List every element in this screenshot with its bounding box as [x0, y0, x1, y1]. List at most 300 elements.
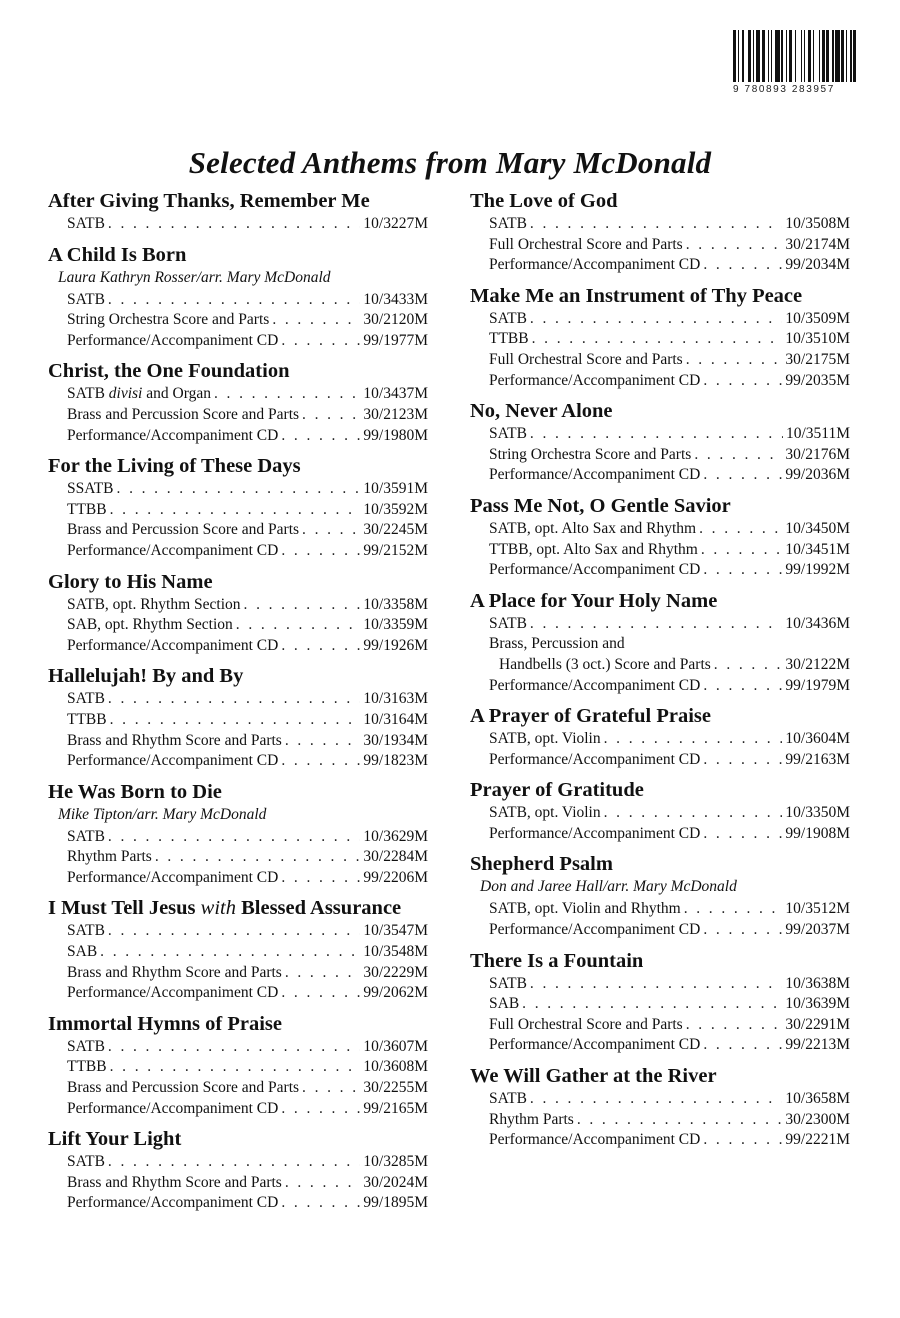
edition-label-text: SAB	[489, 995, 520, 1013]
edition-row	[48, 963, 428, 984]
catalog-number: 30/2174M	[785, 235, 850, 253]
anthem-entry	[470, 285, 850, 391]
edition-label-text: Performance/Accompaniment CD	[489, 1036, 701, 1054]
edition-row	[48, 710, 428, 731]
anthem-entry	[470, 590, 850, 696]
catalog-number: 30/1934M	[363, 731, 428, 749]
edition-row	[470, 634, 850, 655]
edition-label	[67, 479, 114, 500]
dot-leader	[604, 729, 783, 750]
catalog-number: 99/1980M	[363, 426, 428, 444]
anthem-title-text: Immortal Hymns of Praise	[48, 1012, 282, 1035]
edition-label	[67, 689, 105, 710]
catalog-number: 10/3359M	[363, 616, 428, 634]
edition-label-text: Performance/Accompaniment CD	[67, 984, 279, 1002]
dot-leader	[100, 942, 360, 963]
edition-row	[470, 1110, 850, 1131]
edition-label-text: Performance/Accompaniment CD	[489, 466, 701, 484]
edition-row	[470, 519, 850, 540]
dot-leader	[684, 899, 783, 920]
edition-label	[67, 405, 299, 426]
dot-leader	[694, 445, 782, 466]
edition-label-text: SATB	[67, 1153, 105, 1171]
dot-leader	[110, 500, 361, 521]
catalog-number: 10/3350M	[785, 804, 850, 822]
catalog-number: 99/2221M	[785, 1131, 850, 1149]
catalog-number: 10/3604M	[785, 730, 850, 748]
dot-leader	[281, 751, 360, 772]
dot-leader	[302, 1078, 360, 1099]
edition-label-text: SATB	[67, 922, 105, 940]
edition-label	[489, 329, 529, 350]
edition-label-text: SATB	[489, 614, 527, 632]
edition-label	[489, 371, 700, 392]
edition-label-text: TTBB, opt. Alto Sax and Rhythm	[489, 540, 698, 558]
edition-label	[67, 983, 278, 1004]
anthem-entry	[48, 1128, 428, 1214]
anthem-title-text: A Child Is Born	[48, 243, 187, 266]
anthem-title-text: No, Never Alone	[470, 400, 613, 423]
edition-row	[48, 1173, 428, 1194]
edition-row	[48, 1152, 428, 1173]
edition-label-suffix: and Organ	[146, 385, 211, 403]
edition-label-text: SSATB	[67, 480, 114, 498]
catalog-number: 10/3163M	[363, 690, 428, 708]
catalog-number: 10/3509M	[785, 309, 850, 327]
edition-label-text: Performance/Accompaniment CD	[489, 1131, 701, 1149]
edition-row	[48, 731, 428, 752]
catalog-number: 30/2175M	[785, 350, 850, 368]
edition-row	[48, 541, 428, 562]
edition-row	[48, 827, 428, 848]
catalog-number: 10/3607M	[363, 1037, 428, 1055]
edition-label-text: Brass and Percussion Score and Parts	[67, 405, 300, 423]
edition-row	[470, 920, 850, 941]
edition-label-text: Full Orchestral Score and Parts	[489, 235, 683, 253]
catalog-number: 99/2163M	[785, 750, 850, 768]
anthem-title-text: He Was Born to Die	[48, 780, 222, 803]
barcode-space	[856, 30, 859, 82]
edition-label-text: SATB	[489, 974, 527, 992]
dot-leader	[703, 676, 782, 697]
edition-label-text: Performance/Accompaniment CD	[67, 426, 279, 444]
catalog-number: 99/2213M	[785, 1036, 850, 1054]
edition-label-text: String Orchestra Score and Parts	[489, 445, 692, 463]
edition-label	[489, 920, 700, 941]
dot-leader	[108, 689, 361, 710]
edition-label	[489, 235, 683, 256]
dot-leader	[703, 920, 782, 941]
edition-label	[489, 899, 681, 920]
edition-row	[48, 1037, 428, 1058]
catalog-number: 99/2062M	[363, 984, 428, 1002]
dot-leader	[285, 1173, 361, 1194]
edition-label	[67, 636, 278, 657]
edition-label	[67, 310, 269, 331]
edition-row	[470, 255, 850, 276]
edition-row	[470, 371, 850, 392]
dot-leader	[108, 1152, 361, 1173]
anthem-title-text: After Giving Thanks, Remember Me	[48, 190, 370, 212]
catalog-number: 10/3548M	[363, 943, 428, 961]
anthem-entry	[470, 495, 850, 581]
edition-row	[48, 214, 428, 235]
catalog-number: 99/1895M	[363, 1194, 428, 1212]
edition-label	[67, 384, 211, 405]
edition-row	[470, 350, 850, 371]
edition-row	[48, 331, 428, 352]
edition-label-text: SATB, opt. Violin	[489, 730, 601, 748]
edition-row	[48, 1057, 428, 1078]
dot-leader	[108, 1037, 361, 1058]
dot-leader	[703, 371, 782, 392]
edition-row	[470, 994, 850, 1015]
dot-leader	[577, 1110, 783, 1131]
catalog-number: 30/2255M	[363, 1079, 428, 1097]
edition-label	[67, 426, 278, 447]
edition-label-text: Performance/Accompaniment CD	[489, 824, 701, 842]
anthem-title	[470, 779, 850, 802]
anthem-entry	[48, 665, 428, 771]
edition-label	[489, 1089, 527, 1110]
catalog-number: 99/2036M	[785, 466, 850, 484]
catalog-number: 99/2152M	[363, 541, 428, 559]
catalog-number: 10/3512M	[785, 900, 850, 918]
catalog-number: 99/2206M	[363, 868, 428, 886]
anthem-title	[48, 571, 428, 594]
edition-label-text: Brass and Rhythm Score and Parts	[67, 963, 282, 981]
edition-label-text: Performance/Accompaniment CD	[67, 752, 279, 770]
edition-row	[470, 560, 850, 581]
edition-row	[48, 1078, 428, 1099]
edition-label	[67, 615, 233, 636]
anthem-title-suffix: Blessed Assurance	[241, 897, 402, 920]
dot-leader	[530, 424, 783, 445]
barcode-digits: 9 780893 283957	[733, 84, 835, 95]
anthem-title-text: Christ, the One Foundation	[48, 360, 290, 383]
anthem-credit: Laura Kathryn Rosser/arr. Mary McDonald	[58, 268, 331, 286]
barcode-bars	[733, 30, 867, 82]
anthem-title-text: Hallelujah! By and By	[48, 665, 244, 688]
edition-row	[470, 899, 850, 920]
edition-label	[67, 942, 97, 963]
edition-label-text: SATB	[489, 215, 527, 232]
edition-row	[470, 424, 850, 445]
dot-leader	[285, 731, 361, 752]
edition-label-text: Brass and Rhythm Score and Parts	[67, 731, 282, 749]
dot-leader	[530, 974, 783, 995]
catalog-number: 99/2037M	[785, 921, 850, 939]
dot-leader	[703, 465, 782, 486]
edition-label	[489, 729, 601, 750]
edition-label	[67, 290, 105, 311]
edition-row	[48, 942, 428, 963]
edition-label-text: Rhythm Parts	[489, 1110, 574, 1128]
dot-leader	[532, 329, 783, 350]
anthem-title-italic: with	[200, 897, 236, 920]
isbn-barcode	[733, 30, 869, 100]
edition-label-text: Brass, Percussion and	[489, 635, 625, 653]
dot-leader	[522, 994, 782, 1015]
edition-label	[67, 1099, 278, 1120]
edition-label-text: SATB	[67, 215, 105, 232]
anthem-title-text: There Is a Fountain	[470, 949, 644, 972]
anthem-entry	[48, 1013, 428, 1119]
catalog-number: 30/2176M	[785, 445, 850, 463]
catalog-number: 10/3433M	[363, 290, 428, 308]
catalog-number: 10/3639M	[785, 995, 850, 1013]
edition-label	[489, 540, 698, 561]
edition-row	[48, 520, 428, 541]
catalog-number: 10/3437M	[363, 385, 428, 403]
dot-leader	[155, 847, 361, 868]
dot-leader	[108, 827, 361, 848]
edition-label	[489, 824, 700, 845]
edition-label	[489, 803, 601, 824]
edition-label-text: Performance/Accompaniment CD	[489, 676, 701, 694]
anthem-title	[470, 400, 850, 423]
edition-label-text: TTBB	[67, 1058, 107, 1076]
edition-label	[67, 214, 105, 235]
catalog-number: 30/2284M	[363, 848, 428, 866]
dot-leader	[686, 235, 783, 256]
anthem-title	[470, 1065, 850, 1088]
dot-leader	[703, 560, 782, 581]
anthem-title	[48, 1013, 428, 1036]
dot-leader	[244, 595, 361, 616]
dot-leader	[281, 868, 360, 889]
anthem-title-text: We Will Gather at the River	[470, 1065, 717, 1088]
edition-label-text: SATB, opt. Violin and Rhythm	[489, 900, 681, 918]
edition-label-text: TTBB	[67, 500, 107, 518]
anthem-title	[470, 495, 850, 518]
dot-leader	[302, 520, 360, 541]
anthem-title	[470, 705, 850, 728]
catalog-number: 30/2122M	[785, 655, 850, 673]
edition-label	[489, 1035, 700, 1056]
edition-label-text: Full Orchestral Score and Parts	[489, 350, 683, 368]
anthem-credit: Don and Jaree Hall/arr. Mary McDonald	[480, 878, 737, 896]
dot-leader	[272, 310, 360, 331]
edition-row	[470, 235, 850, 256]
edition-row	[470, 1089, 850, 1110]
anthem-title	[48, 1128, 428, 1151]
edition-label-text: Performance/Accompaniment CD	[489, 750, 701, 768]
dot-leader	[236, 615, 361, 636]
dot-leader	[699, 519, 782, 540]
edition-row	[48, 310, 428, 331]
edition-row	[470, 655, 850, 676]
catalog-number: 10/3285M	[363, 1153, 428, 1171]
anthem-title-text: A Prayer of Grateful Praise	[470, 705, 711, 728]
edition-label	[67, 1152, 105, 1173]
dot-leader	[281, 426, 360, 447]
anthem-title-text: Glory to His Name	[48, 570, 213, 593]
anthem-title-text: Shepherd Psalm	[470, 853, 613, 876]
anthem-entry	[48, 190, 428, 235]
edition-label	[67, 710, 107, 731]
anthem-title-text: For the Living of These Days	[48, 455, 301, 478]
catalog-number: 99/1908M	[785, 824, 850, 842]
edition-row	[48, 868, 428, 889]
edition-label	[67, 963, 282, 984]
catalog-number: 30/2291M	[785, 1015, 850, 1033]
dot-leader	[703, 1130, 782, 1151]
edition-label	[67, 595, 241, 616]
edition-label-text: SATB	[67, 690, 105, 708]
anthem-title	[470, 590, 850, 613]
edition-label-text: Full Orchestral Score and Parts	[489, 1015, 683, 1033]
edition-label	[489, 750, 700, 771]
edition-row	[470, 750, 850, 771]
edition-row	[470, 729, 850, 750]
dot-leader	[703, 750, 782, 771]
edition-label	[489, 255, 700, 276]
anthem-title	[470, 950, 850, 973]
dot-leader	[281, 331, 360, 352]
edition-label	[67, 827, 105, 848]
dot-leader	[686, 1015, 783, 1036]
edition-label	[489, 1015, 683, 1036]
edition-label	[67, 520, 299, 541]
edition-row	[48, 405, 428, 426]
anthem-list-left	[48, 190, 428, 1223]
anthem-title	[48, 897, 428, 920]
edition-row	[470, 803, 850, 824]
dot-leader	[285, 963, 361, 984]
edition-label-text: Performance/Accompaniment CD	[67, 868, 279, 886]
edition-row	[470, 540, 850, 561]
edition-label	[489, 519, 696, 540]
anthem-title-text: I Must Tell Jesus	[48, 897, 196, 920]
dot-leader	[108, 290, 361, 311]
edition-label	[489, 560, 700, 581]
catalog-number: 10/3358M	[363, 595, 428, 613]
anthem-title	[48, 244, 428, 267]
dot-leader	[701, 540, 783, 561]
dot-leader	[604, 803, 783, 824]
edition-row	[470, 329, 850, 350]
dot-leader	[108, 921, 361, 942]
edition-row	[48, 500, 428, 521]
edition-label	[489, 635, 625, 652]
anthem-entry	[470, 400, 850, 486]
edition-label-text: Handbells (3 oct.) Score and Parts	[499, 655, 711, 673]
edition-label	[67, 731, 282, 752]
edition-row	[48, 636, 428, 657]
anthem-entry	[470, 705, 850, 770]
edition-label-text: SATB	[489, 425, 527, 443]
anthem-title-text: Make Me an Instrument of Thy Peace	[470, 284, 803, 307]
edition-label	[67, 1057, 107, 1078]
edition-label-text: Performance/Accompaniment CD	[67, 1194, 279, 1212]
edition-label-text: Rhythm Parts	[67, 848, 152, 866]
anthem-entry	[48, 781, 428, 889]
dot-leader	[686, 350, 783, 371]
edition-label-text: Brass and Rhythm Score and Parts	[67, 1173, 282, 1191]
anthem-entry	[48, 897, 428, 1003]
edition-label	[67, 331, 278, 352]
catalog-number: 10/3510M	[785, 330, 850, 348]
edition-label-text: SATB, opt. Violin	[489, 804, 601, 822]
anthem-title	[470, 853, 850, 876]
dot-leader	[714, 655, 783, 676]
edition-label	[489, 309, 527, 330]
dot-leader	[703, 1035, 782, 1056]
edition-label	[489, 214, 527, 235]
catalog-number: 99/1977M	[363, 331, 428, 349]
catalog-number: 10/3227M	[363, 215, 428, 232]
catalog-number: 10/3638M	[785, 974, 850, 992]
edition-row	[48, 847, 428, 868]
catalog-number: 10/3658M	[785, 1090, 850, 1108]
edition-label	[489, 445, 691, 466]
edition-row	[48, 921, 428, 942]
edition-label-text: SAB	[67, 943, 98, 961]
anthem-title	[48, 190, 428, 213]
anthem-entry	[48, 455, 428, 561]
edition-label	[67, 541, 278, 562]
anthem-title	[470, 190, 850, 213]
catalog-number: 10/3508M	[785, 215, 850, 232]
edition-label-text: Performance/Accompaniment CD	[489, 371, 701, 389]
edition-label-text: Performance/Accompaniment CD	[67, 636, 279, 654]
edition-label-text: SATB, opt. Alto Sax and Rhythm	[489, 519, 697, 537]
edition-label-text: SATB	[67, 827, 105, 845]
catalog-number: 10/3629M	[363, 827, 428, 845]
edition-label-text: Brass and Percussion Score and Parts	[67, 1079, 300, 1097]
edition-label-text: Brass and Percussion Score and Parts	[67, 521, 300, 539]
anthem-list-right	[470, 190, 850, 1160]
anthem-credit: Mike Tipton/arr. Mary McDonald	[58, 805, 267, 823]
catalog-number: 30/2300M	[785, 1110, 850, 1128]
edition-label	[67, 1037, 105, 1058]
dot-leader	[110, 710, 361, 731]
edition-row	[48, 426, 428, 447]
dot-leader	[117, 479, 361, 500]
edition-row	[48, 384, 428, 405]
edition-label-text: Performance/Accompaniment CD	[67, 331, 279, 349]
edition-row	[470, 214, 850, 235]
edition-label	[67, 1173, 282, 1194]
anthem-title	[48, 360, 428, 383]
edition-label	[67, 1078, 299, 1099]
anthem-title-text: The Love of God	[470, 190, 618, 212]
anthem-title	[470, 285, 850, 308]
dot-leader	[530, 309, 783, 330]
dot-leader	[110, 1057, 361, 1078]
anthem-title-text: Pass Me Not, O Gentle Savior	[470, 494, 731, 517]
edition-label	[489, 676, 700, 697]
catalog-number: 30/2120M	[363, 311, 428, 329]
catalog-number: 10/3451M	[785, 540, 850, 558]
edition-row	[48, 983, 428, 1004]
edition-row	[48, 479, 428, 500]
edition-row	[470, 1130, 850, 1151]
edition-label	[489, 424, 527, 445]
edition-label	[499, 655, 711, 676]
edition-label	[489, 350, 683, 371]
edition-label	[67, 921, 105, 942]
catalog-number: 10/3591M	[363, 480, 428, 498]
dot-leader	[302, 405, 360, 426]
catalog-number: 99/2035M	[785, 371, 850, 389]
dot-leader	[281, 1193, 360, 1214]
edition-label-italic: divisi	[108, 385, 143, 403]
dot-leader	[703, 824, 782, 845]
edition-row	[470, 1015, 850, 1036]
catalog-number: 99/2165M	[363, 1099, 428, 1117]
